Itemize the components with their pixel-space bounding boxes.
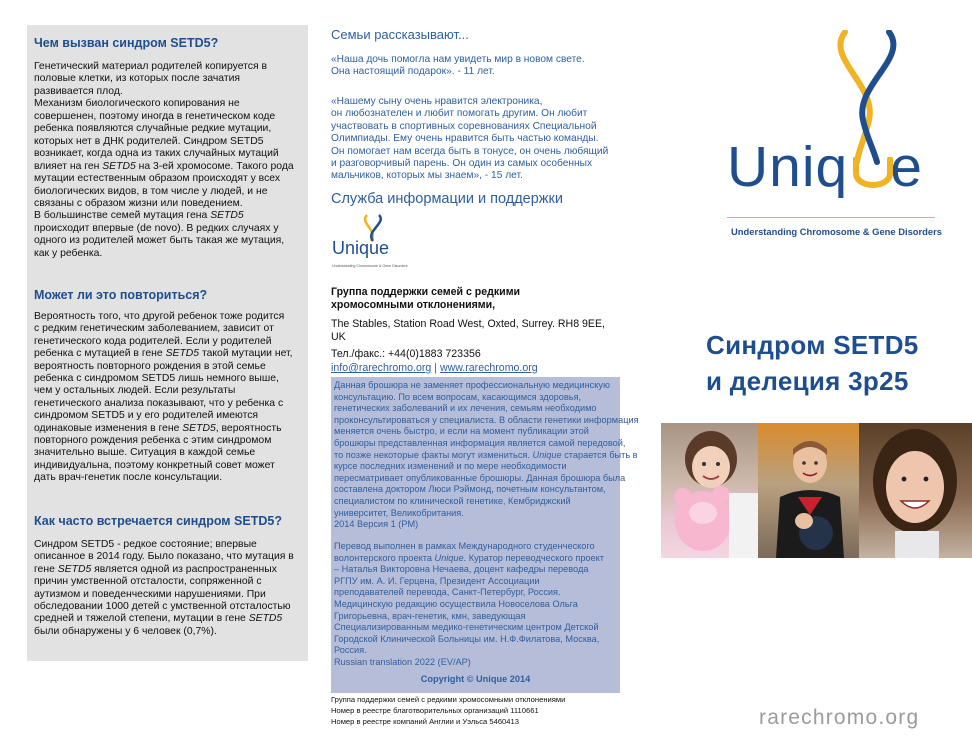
text-line: одинаковые изменения в гене SETD5, вероятность	[34, 422, 282, 434]
disclaimer-line: 2014 Версия 1 (PM)	[334, 519, 419, 530]
girl-with-bear-figure	[661, 423, 758, 558]
disclaimer-box	[331, 377, 639, 693]
small-logo-wordmark: Unique	[332, 238, 390, 258]
section-heading-recurrence: Может ли это повториться?	[34, 288, 208, 302]
email-link[interactable]: info@rarechromo.org	[331, 362, 432, 374]
support-heading: Служба информации и поддержки	[331, 191, 563, 207]
text-line: половые клетки, из которых после зачатия	[34, 73, 241, 85]
text-line: как у ребенка.	[34, 247, 103, 259]
quote-line: Она настоящий подарок». - 11 лет.	[331, 66, 495, 78]
text-line: хромосомными отклонениями,	[331, 299, 496, 312]
text-line: мутации естественным образом происходят у всех	[34, 173, 281, 185]
text-line: Группа поддержки семей с редкими	[331, 286, 521, 298]
contact-links	[331, 362, 538, 375]
disclaimer-line: университет, Великобритания.	[334, 507, 464, 518]
text-line: В большинстве семей мутация гена SETD5	[34, 210, 244, 222]
text-line: ребенка с синдромом SETD5 лишь немного выше,	[34, 373, 279, 384]
text-line: UK	[331, 331, 346, 344]
disclaimer-line: Данная брошюра не заменяет профессиональную медицинскую	[334, 380, 610, 390]
disclaimer-line: брошюры представленная информация является самой передовой,	[334, 437, 626, 448]
disclaimer-line: Russian translation 2022 (EV/AP)	[334, 656, 471, 667]
text-line: дать врач-генетик после консультации.	[34, 472, 223, 484]
organization-name	[331, 286, 520, 313]
disclaimer-line: преподавателей перевода, Санкт-Петербург, Россия.	[334, 587, 561, 598]
copyright-line: Copyright © Unique 2014	[420, 674, 531, 684]
disclaimer-line: – Наталья Викторовна Нечаева, доцент кафедры перевода	[334, 564, 589, 575]
text-line: возникает, когда одна из таких случайных мутаций	[34, 148, 279, 160]
text-line: гене SETD5 является одной из распространенных	[34, 563, 277, 575]
disclaimer-text	[334, 380, 639, 531]
disclaimer-line: генетических заболеваний и их лечения, семьям необходимо	[334, 403, 597, 414]
footer-charity-name: Группа поддержки семей с редкими хромосомными отклонениями	[331, 695, 566, 704]
disclaimer-line: курсе последних изменений и по мере необходимости	[334, 461, 567, 472]
disclaimer-line: то позже некоторые факты могут измениться. Unique старается быть в	[334, 449, 638, 460]
text-line: Генетический материал родителей копируется в	[34, 61, 268, 72]
logo-divider	[727, 217, 935, 218]
text-line: связаны с образом жизни или поведением.	[34, 197, 243, 209]
text-line: Вероятность того, что другой ребенок тоже родится	[34, 311, 285, 322]
disclaimer-line: составлена доктором Люси Рэймонд, почетным консультантом,	[334, 484, 606, 495]
disclaimer-line: РГПУ им. А. И. Герцена, Президент Ассоциации	[334, 575, 540, 586]
text-line: синдромом SETD5 и у его родителей имеются	[34, 410, 259, 422]
boy-with-bowling-ball-figure	[758, 423, 859, 558]
brochure-title-line-2: и делеция 3p25	[706, 366, 909, 396]
disclaimer-line: Перевод выполнен в рамках Международного студенческого	[334, 541, 595, 551]
disclaimer-line: волонтерского проекта Unique. Куратор переводческого проект	[334, 552, 604, 563]
family-quote-2	[331, 96, 613, 183]
text-line: были обнаружены у 6 человек (0,7%).	[34, 625, 217, 637]
disclaimer-line: Специализированным медико-генетическим центром Детской	[334, 622, 599, 633]
text-line: генетического кода родителей. Если у родителей	[34, 335, 272, 347]
footer-company-number: Номер в реестре компаний Англии и Уэльса 5460413	[331, 717, 519, 726]
phone-number: Тел./факс.: +44(0)1883 723356	[331, 348, 481, 360]
website-link[interactable]: www.rarechromo.org	[439, 362, 538, 374]
text-line: ребенка с мутацией в гене SETD5 такой мутации нет,	[34, 348, 293, 360]
text-line: обследовании 1000 детей с умственной отсталостью	[34, 601, 291, 612]
disclaimer-line: Медицинскую редакцию осуществила Новоселова Ольга	[334, 598, 578, 609]
logo-wordmark-main: Uniq	[727, 135, 849, 199]
small-unique-logo	[331, 213, 408, 273]
disclaimer-line: Россия.	[334, 645, 367, 656]
disclaimer-line: консультацию. По всем вопросам, касающимся здоровья,	[334, 391, 582, 402]
quote-line: и разговорчивый парень. Он один из самых особенных	[331, 158, 593, 170]
quote-line: Он помогает нам всегда быть в тонусе, он очень любящий	[331, 145, 609, 157]
footer-website: rarechromo.org	[759, 706, 920, 729]
text-line: Механизм биологического копирования не	[34, 98, 240, 110]
family-quote-1	[331, 54, 613, 79]
logo-wordmark-e: e	[890, 135, 923, 199]
quote-line: «Наша дочь помогла нам увидеть мир в новом свете.	[331, 54, 585, 65]
disclaimer-line: меняется очень быстро, и если на момент публикации этой	[334, 426, 589, 437]
quote-line: он любознателен и любит помогать другим. Он любит	[331, 108, 588, 120]
footer-charity-number: Номер в реестре благотворительных организаций 1110661	[331, 706, 539, 715]
text-line: описанное в 2014 году. Было показано, что мутация в	[34, 551, 294, 563]
text-line: The Stables, Station Road West, Oxted, Surrey. RH8 9EE,	[331, 318, 605, 330]
text-line: с редким генетическим заболеванием, зависит от	[34, 323, 274, 335]
disclaimer-line: Григорьевна, врач-генетик, кмн, заведующая	[334, 610, 526, 621]
logo-tagline: Understanding Chromosome & Gene Disorders	[731, 226, 942, 237]
text-line: средней и тяжелой степени, мутации в гене SETD5	[34, 613, 283, 625]
small-logo-tagline: Understanding Chromosome & Gene Disorders	[332, 264, 408, 268]
text-line: происходит впервые (de novo). В редких случаях у	[34, 222, 279, 234]
families-heading: Семьи рассказывают...	[331, 27, 469, 42]
text-line: биологических видов, в том числе у людей, и не	[34, 185, 268, 197]
disclaimer-line: пересматривает опубликованные брошюры. Данная брошюра была	[334, 472, 626, 483]
text-line: причин умственной отсталости, сопряженной с	[34, 576, 262, 588]
brochure-title-line-1: Синдром SETD5	[706, 330, 919, 360]
text-line: влияет на ген SETD5 на 3-ей хромосоме. Такого рода	[34, 160, 294, 172]
disclaimer-line: специалистом по клинической генетике, Кембриджский	[334, 495, 571, 506]
text-line: генетического анализа показывают, что у ребенка с	[34, 397, 284, 409]
text-line: чем у остальных людей. Если результаты	[34, 385, 236, 397]
text-line: индивидуальна, поэтому конкретный совет может	[34, 459, 275, 471]
translation-credits	[334, 541, 617, 669]
disclaimer-line: проконсультироваться у специалиста. В области генетики информация	[334, 414, 639, 425]
quote-line: Олимпиады. Ему очень нравится быть частью команды.	[331, 133, 599, 145]
quote-line: мальчиков, которых мы знаем», - 15 лет.	[331, 170, 523, 182]
text-line: Синдром SETD5 - редкое состояние; впервые	[34, 539, 257, 550]
child-photo-girl-smiling	[859, 423, 972, 558]
smiling-girl-figure	[859, 423, 972, 558]
link-separator: |	[434, 362, 437, 374]
organization-address	[331, 318, 605, 345]
child-photo-boy-bowling	[758, 423, 859, 558]
text-line: ребенка появляются случайные редкие мутации,	[34, 123, 272, 135]
left-info-panel	[27, 25, 308, 661]
text-line: значительно выше. Ситуация в каждой семье	[34, 447, 256, 459]
quote-line: «Нашему сыну очень нравится электроника,	[331, 96, 543, 107]
text-line: вероятность повторного рождения в этой семье	[34, 360, 266, 372]
text-line: повторного рождения ребенка с этим синдромом	[34, 435, 272, 446]
text-line: аутизмом и поведенческими нарушениями. При	[34, 588, 266, 600]
logo-u-swirl-icon	[850, 157, 900, 191]
disclaimer-line: Городской Клинической Больницы им. Н.Ф.Филатова, Москва,	[334, 633, 600, 644]
unique-logo	[727, 30, 942, 245]
child-photo-girl-with-toy	[661, 423, 758, 558]
section-heading-cause: Чем вызван синдром SETD5?	[34, 36, 219, 50]
text-line: одного из родителей может быть такая же мутация,	[34, 235, 285, 247]
text-line: которых нет в ДНК родителей. Синдром SETD5	[34, 135, 264, 147]
text-line: развивается плод.	[34, 85, 123, 97]
section-heading-frequency: Как часто встречается синдром SETD5?	[34, 514, 282, 528]
text-line: совершенен, поэтому иногда в генетическом коде	[34, 110, 276, 122]
quote-line: участвовать в спортивных соревнованиях Специальной	[331, 120, 597, 132]
